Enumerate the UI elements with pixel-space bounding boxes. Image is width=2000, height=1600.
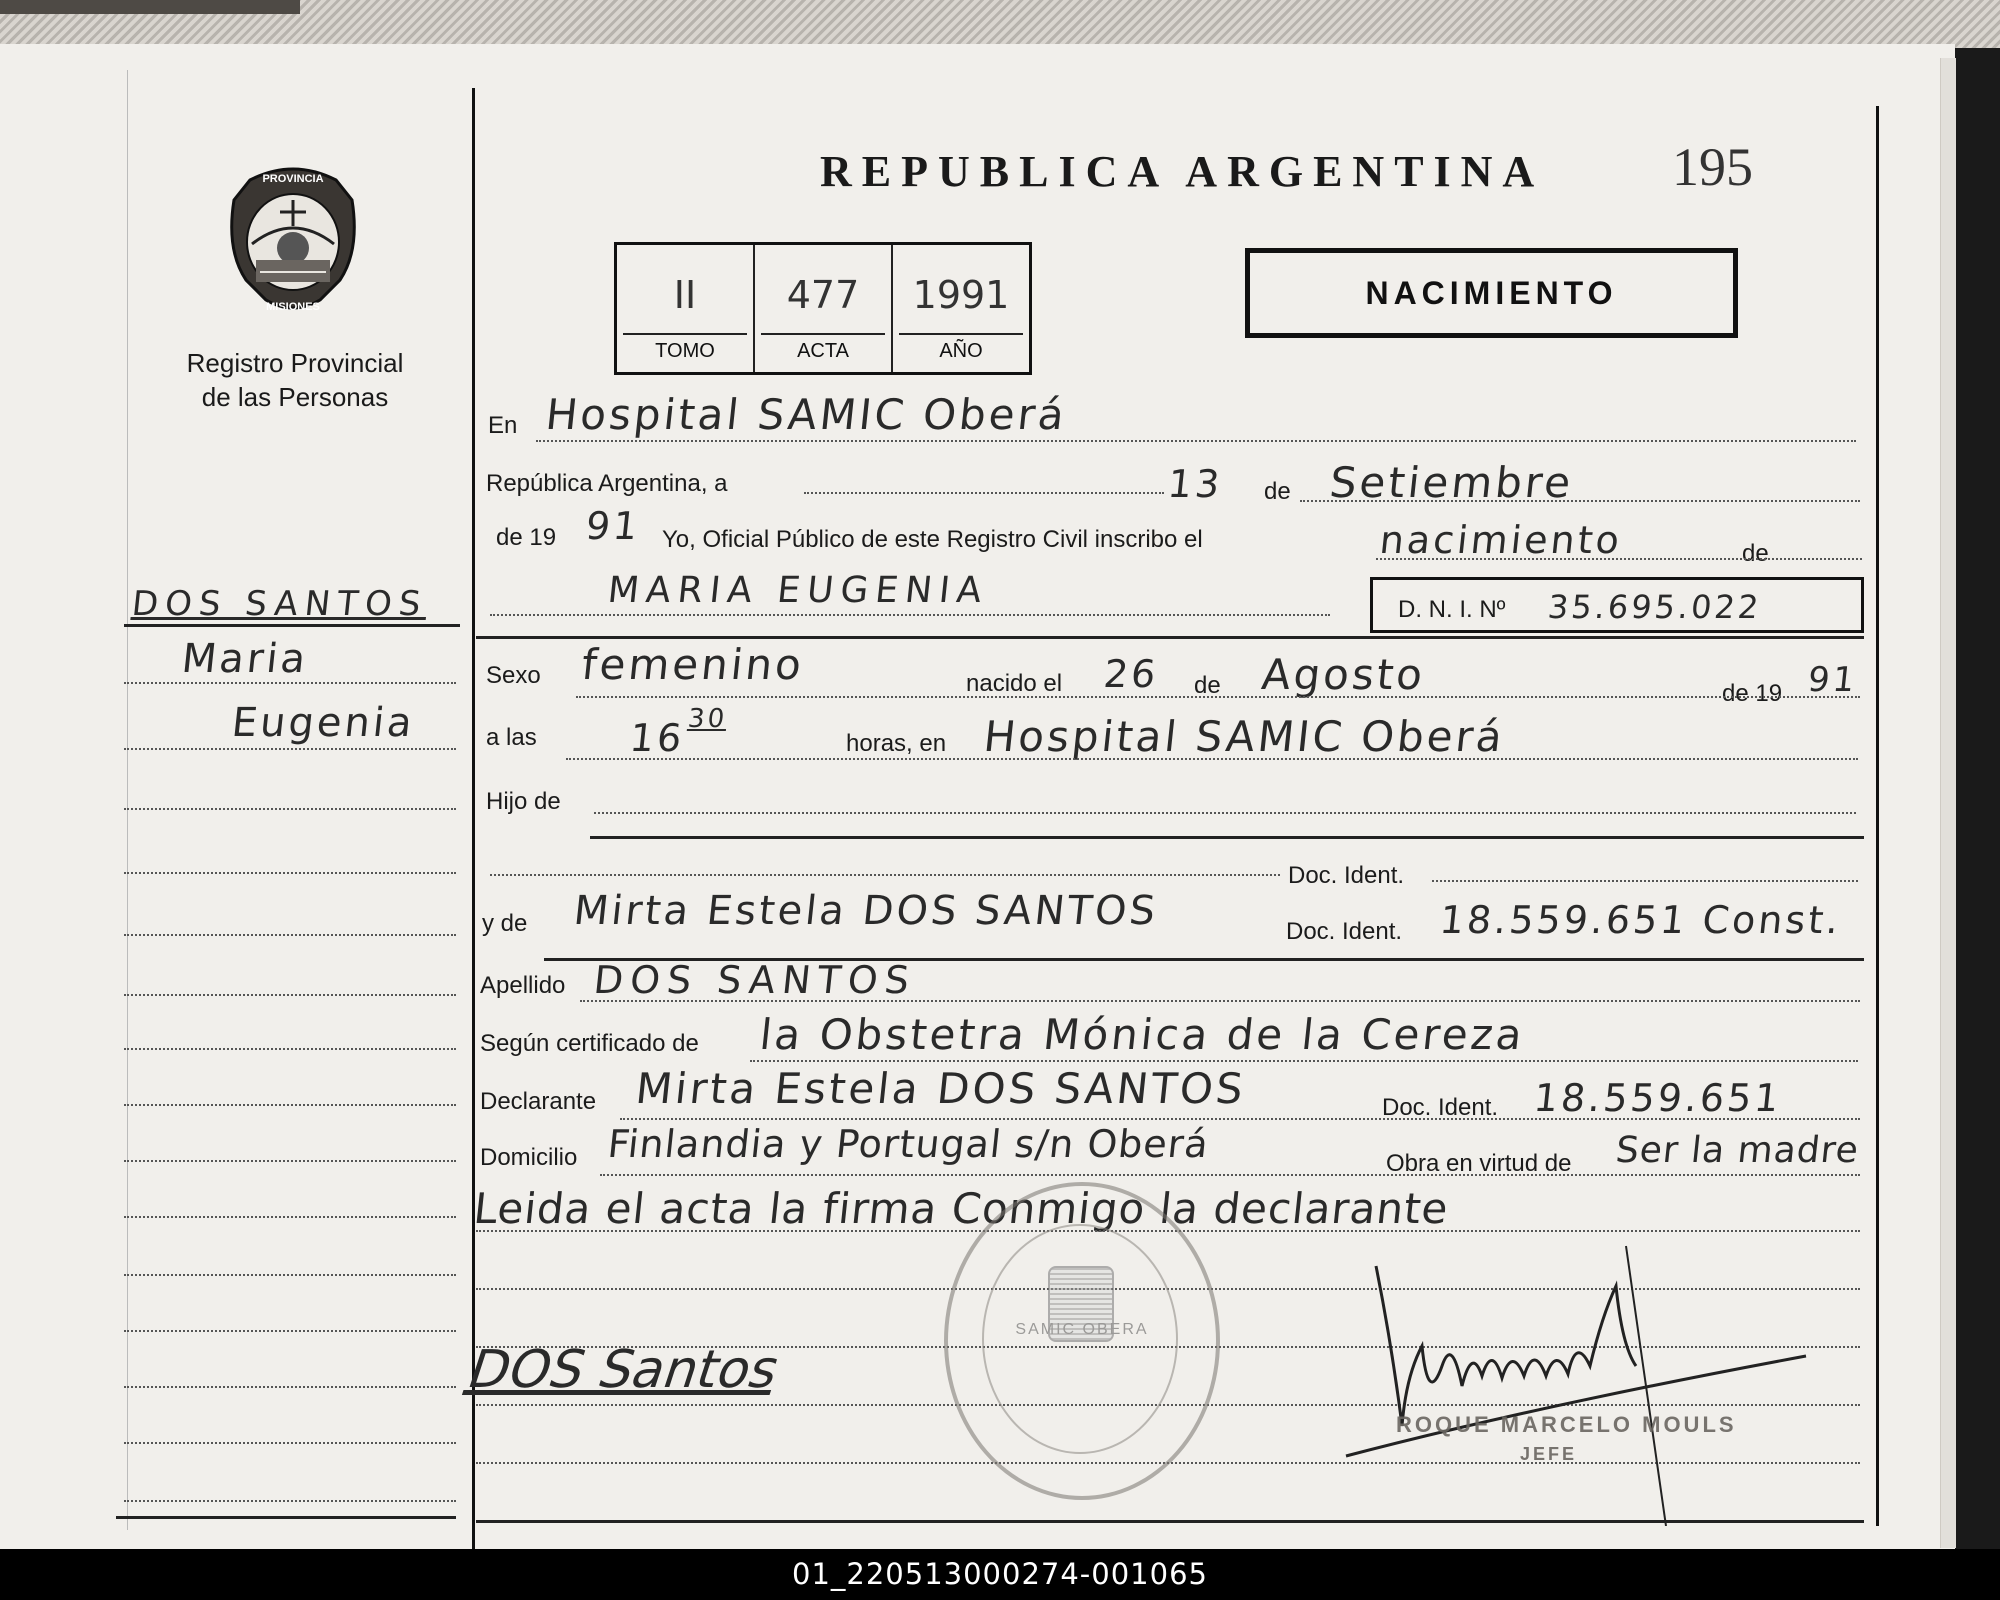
- line-en: [536, 440, 1856, 442]
- de-label-person: de: [1742, 540, 1769, 567]
- birth-place-value: Hospital SAMIC Oberá: [981, 712, 1508, 761]
- line-certificado: [750, 1060, 1858, 1062]
- outer-left-rule: [127, 70, 128, 1530]
- declarante-doc-value: 18.559.651: [1531, 1076, 1784, 1120]
- birth-year-label: de 19: [1722, 680, 1783, 707]
- dni-value: 35.695.022: [1546, 588, 1764, 626]
- line-declarante: [620, 1118, 1860, 1120]
- father-doc-label: Doc. Ident.: [1288, 862, 1405, 889]
- emblem-bottom-text: MISIONES: [266, 301, 320, 313]
- rule-after-person: [476, 636, 1864, 639]
- birth-day-value: 26: [1101, 652, 1161, 696]
- birth-year-value: 91: [1805, 660, 1860, 700]
- obra-value: Ser la madre: [1613, 1130, 1862, 1171]
- tomo-label: TOMO: [655, 340, 715, 362]
- acta-rule: [761, 333, 885, 335]
- page-number: 195: [1672, 137, 1753, 197]
- birth-minutes-value: 30: [686, 704, 729, 734]
- tomo-rule: [623, 333, 747, 335]
- official-stamp-title: JEFE: [1520, 1444, 1578, 1464]
- right-border-rule: [1876, 106, 1879, 1526]
- margin-line-11: [124, 1274, 456, 1276]
- day-value: 13: [1165, 462, 1225, 506]
- acta-label: ACTA: [797, 340, 849, 362]
- registry-name: [120, 346, 470, 414]
- domicilio-label: Domicilio: [480, 1144, 578, 1171]
- sexo-value: femenino: [579, 640, 807, 689]
- margin-given2: Eugenia: [229, 700, 418, 746]
- certificado-label: Según certificado de: [480, 1030, 699, 1057]
- margin-line-4: [124, 872, 456, 874]
- declarant-signature: DOS Santos: [460, 1340, 788, 1400]
- declarante-doc-label: Doc. Ident.: [1382, 1094, 1499, 1121]
- oficial-text: Yo, Oficial Público de este Registro Civil inscribo el: [662, 526, 1203, 553]
- line-sexo: [576, 696, 1860, 698]
- sexo-label: Sexo: [486, 662, 541, 689]
- declarante-value: Mirta Estela DOS SANTOS: [633, 1064, 1249, 1113]
- margin-line-8: [124, 1104, 456, 1106]
- de19-label: de 19: [496, 524, 557, 551]
- emblem-top-text: PROVINCIA: [262, 173, 324, 185]
- margin-line-13: [124, 1386, 456, 1388]
- line-a-las: [566, 758, 1858, 760]
- margin-line-5: [124, 934, 456, 936]
- person-name-value: MARIA EUGENIA: [605, 570, 991, 611]
- image-caption: 01_220513000274-001065: [0, 1549, 2000, 1600]
- apellido-value: DOS SANTOS: [591, 958, 919, 1002]
- margin-line-1: [124, 682, 456, 684]
- line-domicilio: [600, 1174, 1860, 1176]
- scan-background-dark: [0, 0, 300, 14]
- line-republica-2: [1300, 500, 1860, 502]
- line-father: [490, 874, 1280, 876]
- margin-line-7: [124, 1048, 456, 1050]
- acta-cell: [755, 245, 893, 372]
- left-column-rule: [472, 88, 475, 1552]
- official-signature-icon: [1336, 1226, 1816, 1526]
- hijo-label: Hijo de: [486, 788, 561, 815]
- margin-line-14: [124, 1442, 456, 1444]
- anio-cell: [893, 245, 1029, 372]
- acta-value: 477: [786, 273, 860, 317]
- birth-month-value: Agosto: [1259, 650, 1428, 699]
- anio-label: AÑO: [939, 340, 983, 362]
- scan-background-top: [0, 0, 2000, 48]
- margin-line-12: [124, 1330, 456, 1332]
- margin-bottom-rule: [116, 1516, 456, 1519]
- official-stamp-name: ROQUE MARCELO MOULS: [1396, 1412, 1737, 1437]
- mother-name-value: Mirta Estela DOS SANTOS: [571, 888, 1161, 934]
- inscribe-kind-value: nacimiento: [1377, 518, 1625, 562]
- horas-label: horas, en: [846, 730, 947, 757]
- birth-de-label: de: [1194, 672, 1221, 699]
- margin-line-3: [124, 808, 456, 810]
- month-value: Setiembre: [1327, 458, 1576, 507]
- margin-line-15: [124, 1500, 456, 1502]
- place-value: Hospital SAMIC Oberá: [543, 390, 1070, 439]
- tomo-cell: [617, 245, 755, 372]
- margin-given1: Maria: [179, 636, 311, 682]
- dni-label: D. N. I. Nº: [1398, 596, 1506, 623]
- declarante-label: Declarante: [480, 1088, 597, 1115]
- page-stack-edge: [1940, 58, 1956, 1548]
- margin-line-10: [124, 1216, 456, 1218]
- nacido-label: nacido el: [966, 670, 1063, 697]
- margin-line-9: [124, 1160, 456, 1162]
- birth-hour-value: 16: [627, 716, 687, 760]
- anio-value: 1991: [912, 273, 1010, 317]
- margin-rule-surname: [124, 624, 460, 627]
- mother-doc-value: 18.559.651 Const.: [1437, 898, 1844, 942]
- line-oficial: [1376, 558, 1862, 560]
- a-las-label: a las: [486, 724, 537, 751]
- record-type-box: NACIMIENTO: [1245, 248, 1738, 338]
- reference-table: [614, 242, 1032, 375]
- provincia-misiones-emblem-icon: [220, 160, 366, 320]
- seal-text: SAMIC OBERA: [1015, 1321, 1149, 1338]
- de-label-month: de: [1264, 478, 1291, 505]
- anio-rule: [899, 333, 1023, 335]
- margin-surname: DOS SANTOS: [129, 584, 430, 624]
- line-person: [490, 614, 1330, 616]
- tomo-value: II: [673, 273, 697, 317]
- registry-name-line1: Registro Provincial: [186, 348, 404, 378]
- republica-label: República Argentina, a: [486, 470, 728, 497]
- apellido-label: Apellido: [480, 972, 566, 999]
- certificado-value: la Obstetra Mónica de la Cereza: [757, 1010, 1528, 1059]
- line-father-doc: [1432, 880, 1858, 882]
- line-hijo: [594, 812, 1856, 814]
- rule-after-hijo: [590, 836, 1864, 839]
- mother-doc-label: Doc. Ident.: [1286, 918, 1403, 945]
- closing-note: Leida el acta la firma Conmigo la declarante: [471, 1184, 1452, 1233]
- line-republica-1: [804, 492, 1164, 494]
- en-label: En: [488, 412, 518, 439]
- margin-line-2: [124, 748, 456, 750]
- year-value: 91: [583, 504, 643, 548]
- registry-name-line2: de las Personas: [201, 382, 389, 412]
- domicilio-value: Finlandia y Portugal s/n Oberá: [605, 1122, 1212, 1166]
- margin-line-6: [124, 994, 456, 996]
- page-title: REPUBLICA ARGENTINA: [820, 147, 1545, 196]
- obra-label: Obra en virtud de: [1386, 1150, 1572, 1177]
- line-apellido: [580, 1000, 1860, 1002]
- y-de-label: y de: [482, 910, 528, 937]
- official-seal: [944, 1182, 1220, 1500]
